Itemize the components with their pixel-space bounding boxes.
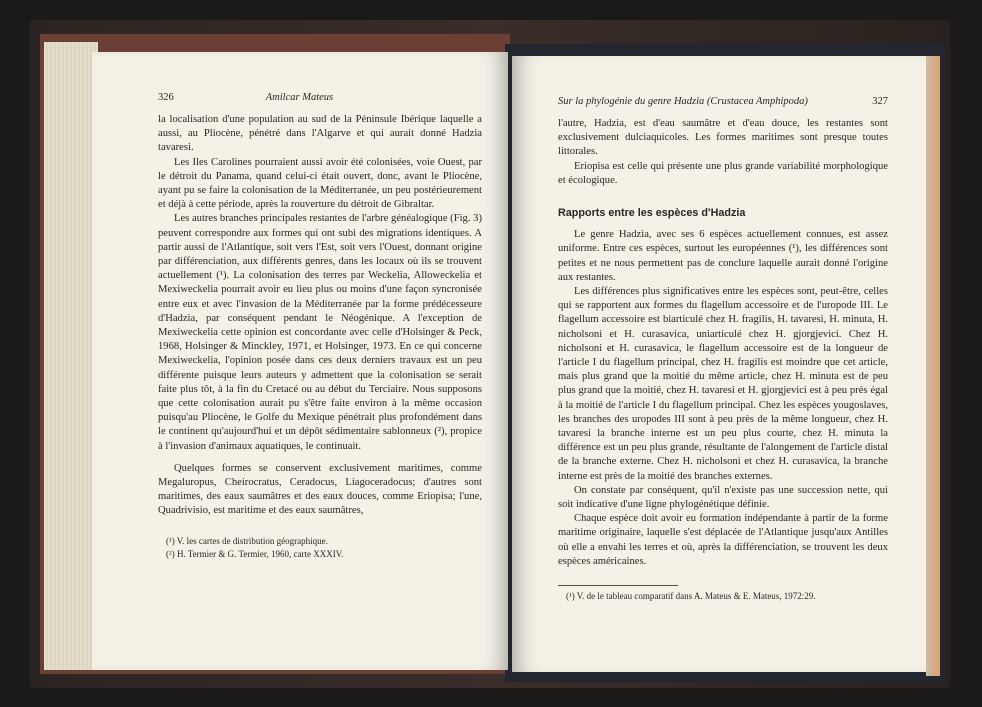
right-page <box>512 56 926 672</box>
paragraph: Les Iles Carolines pourraient aussi avoir été colonisées, voie Ouest, par le détroit du Panama, quand celui-ci était ouvert, donc, avant le Pliocène, ayant pu se faire la colonisation de la Méditerranée, un peu postérieurement et déjà à cette période, après la rouverture du détroit de Gibraltar. <box>158 156 482 211</box>
footnote-rule <box>558 585 678 586</box>
left-footnotes <box>158 535 482 561</box>
paragraph: Chaque espèce doit avoir eu formation indépendante à partir de la forme maritime originaire, laquelle s'est déplacée de l'Atlantique jusqu'aux Antilles où elle a envahi les terres et où, après la différenciation, se trouvent les deux espèces américaines. <box>558 513 888 567</box>
paragraph: Les différences plus significatives entre les espèces sont, peut-être, celles qui se rapportent aux formes du flagellum accessoire et de l'uropode III. Le flagellum accessoire est biarticulé chez H. fragilis, H. tavaresi, H. minuta, H. nicholsoni et H. curasavica, uniarticulé chez H. gjorgjevici. Chez H. nicholsoni et H. curasavica, le flagellum accessoire est de la longueur de l'article I du flagellum principal, chez H. fragilis est moindre que cet article, mais plus grand que la moitié du même article, chez H. minuta est de peu plus grand que la moitié, chez H. tavaresi et H. gjorgjevici est à peu près égal à la moitié de l'article I du flagellum principal. Chez les espèces yougoslaves, les branches des uropodes III sont à peu près de la même longueur, chez H. tavaresi la branche interne est un peu plus courte, chez H. minuta la différence est un peu plus grande, résultante de l'alongement de l'article distal de la branche externe. Chez H. nicholsoni et chez H. curasavica, la branche interne est près de la moitié des branches externes. <box>558 286 888 482</box>
right-footnotes <box>558 585 888 603</box>
right-running-title: Sur la phylogénie du genre Hadzia (Crustacea Amphipoda) <box>558 96 808 107</box>
left-running-head <box>158 92 482 103</box>
footnote: (¹) V. de le tableau comparatif dans A. Mateus & E. Mateus, 1972:29. <box>566 591 816 602</box>
page-edges <box>44 42 98 670</box>
paragraph: Eriopisa est celle qui présente une plus grande variabilité morphologique et écologique. <box>558 160 888 186</box>
left-page <box>92 52 508 670</box>
section-heading: Rapports entre les espèces d'Hadzia <box>558 207 746 220</box>
paragraph: On constate par conséquent, qu'il n'existe pas une succession nette, qui soit indicative d'une ligne phylogénétique définie. <box>558 484 888 511</box>
footnote: (¹) V. les cartes de distribution géographique. <box>166 535 328 546</box>
paragraph: la localisation d'une population au sud de la Péninsule Ibérique laquelle a aussi, au Pliocène, pénétré dans l'Algarve et qui aurait donné Hadzia tavaresi. <box>158 114 482 154</box>
footnote: (²) H. Termier & G. Termier, 1960, carte XXXIV. <box>166 548 344 559</box>
left-page-number: 326 <box>158 92 174 103</box>
left-running-title: Amilcar Mateus <box>265 92 334 103</box>
left-body-text <box>158 113 482 519</box>
right-page-edges <box>926 56 940 676</box>
paragraph: l'autre, Hadzia, est d'eau saumâtre et d'eau douce, les restantes sont exclusivement dulciaquicoles. Les formes maritimes sont presque toutes littorales. <box>558 118 888 158</box>
paragraph: Quelques formes se conservent exclusivement maritimes, comme Megaluropus, Cheirocratus, Ceradocus, Liagoceradocus; d'autres sont maritimes, des eaux saumâtres et des eaux douces, comme Eriopisa; l'une, Quadrivisio, est maritime et des eaux saumâtres, <box>158 462 482 517</box>
right-body-text <box>558 117 888 569</box>
right-page-number: 327 <box>872 96 888 107</box>
paragraph: Les autres branches principales restantes de l'arbre généalogique (Fig. 3) peuvent correspondre aux formes qui ont subi des migrations identiques. A partir aussi de l'Atlantique, soit vers l'Est, soit vers l'Ouest, donnant origine par différenciation, aux différents genres, dans les locaux où ils se trouvent actuellement (¹). La colonisation des terres par Weckelia, Alloweckelia et Mexiweckelia pourrait avoir eu lieu plus ou moins d'une façon syncronisée entre eux et avec l'invasion de la Méditerranée par la forme prédécesseure d'Hadzia, par conséquent pendant le Néogénique. A l'exception de Mexiweckelia cette opinion est concordante avec celle d'Holsinger & Peck, 1968, Holsinger & Minckley, 1971, et Holsinger, 1973. En ce qui concerne Mexiweckelia, l'opinion posée dans ces deux derniers travaux est un peu différente puisque leurs auteurs y admettent que la colonisation se serait faite plus tôt, à la fin du Cretacé ou au début du Terciaire. Nous supposons que cette colonisation aurait pu s'être faite environ à la même occasion puisqu'au Pliocène, le Golfe du Mexique pénétrait plus profondément dans le continent qu'aujourd'hui et un dépôt sédimentaire sablonneux (²), propice à l'invasion d'animaux aquatiques, le continuait. <box>158 213 482 452</box>
paragraph: Le genre Hadzia, avec ses 6 espèces actuellement connues, est assez uniforme. Entre ces espèces, surtout les européennes (¹), les différences sont petites et ne nous permettent pas de conclure laquelle aurait donné l'origine aux restantes. <box>558 229 888 283</box>
right-running-head <box>558 96 888 107</box>
